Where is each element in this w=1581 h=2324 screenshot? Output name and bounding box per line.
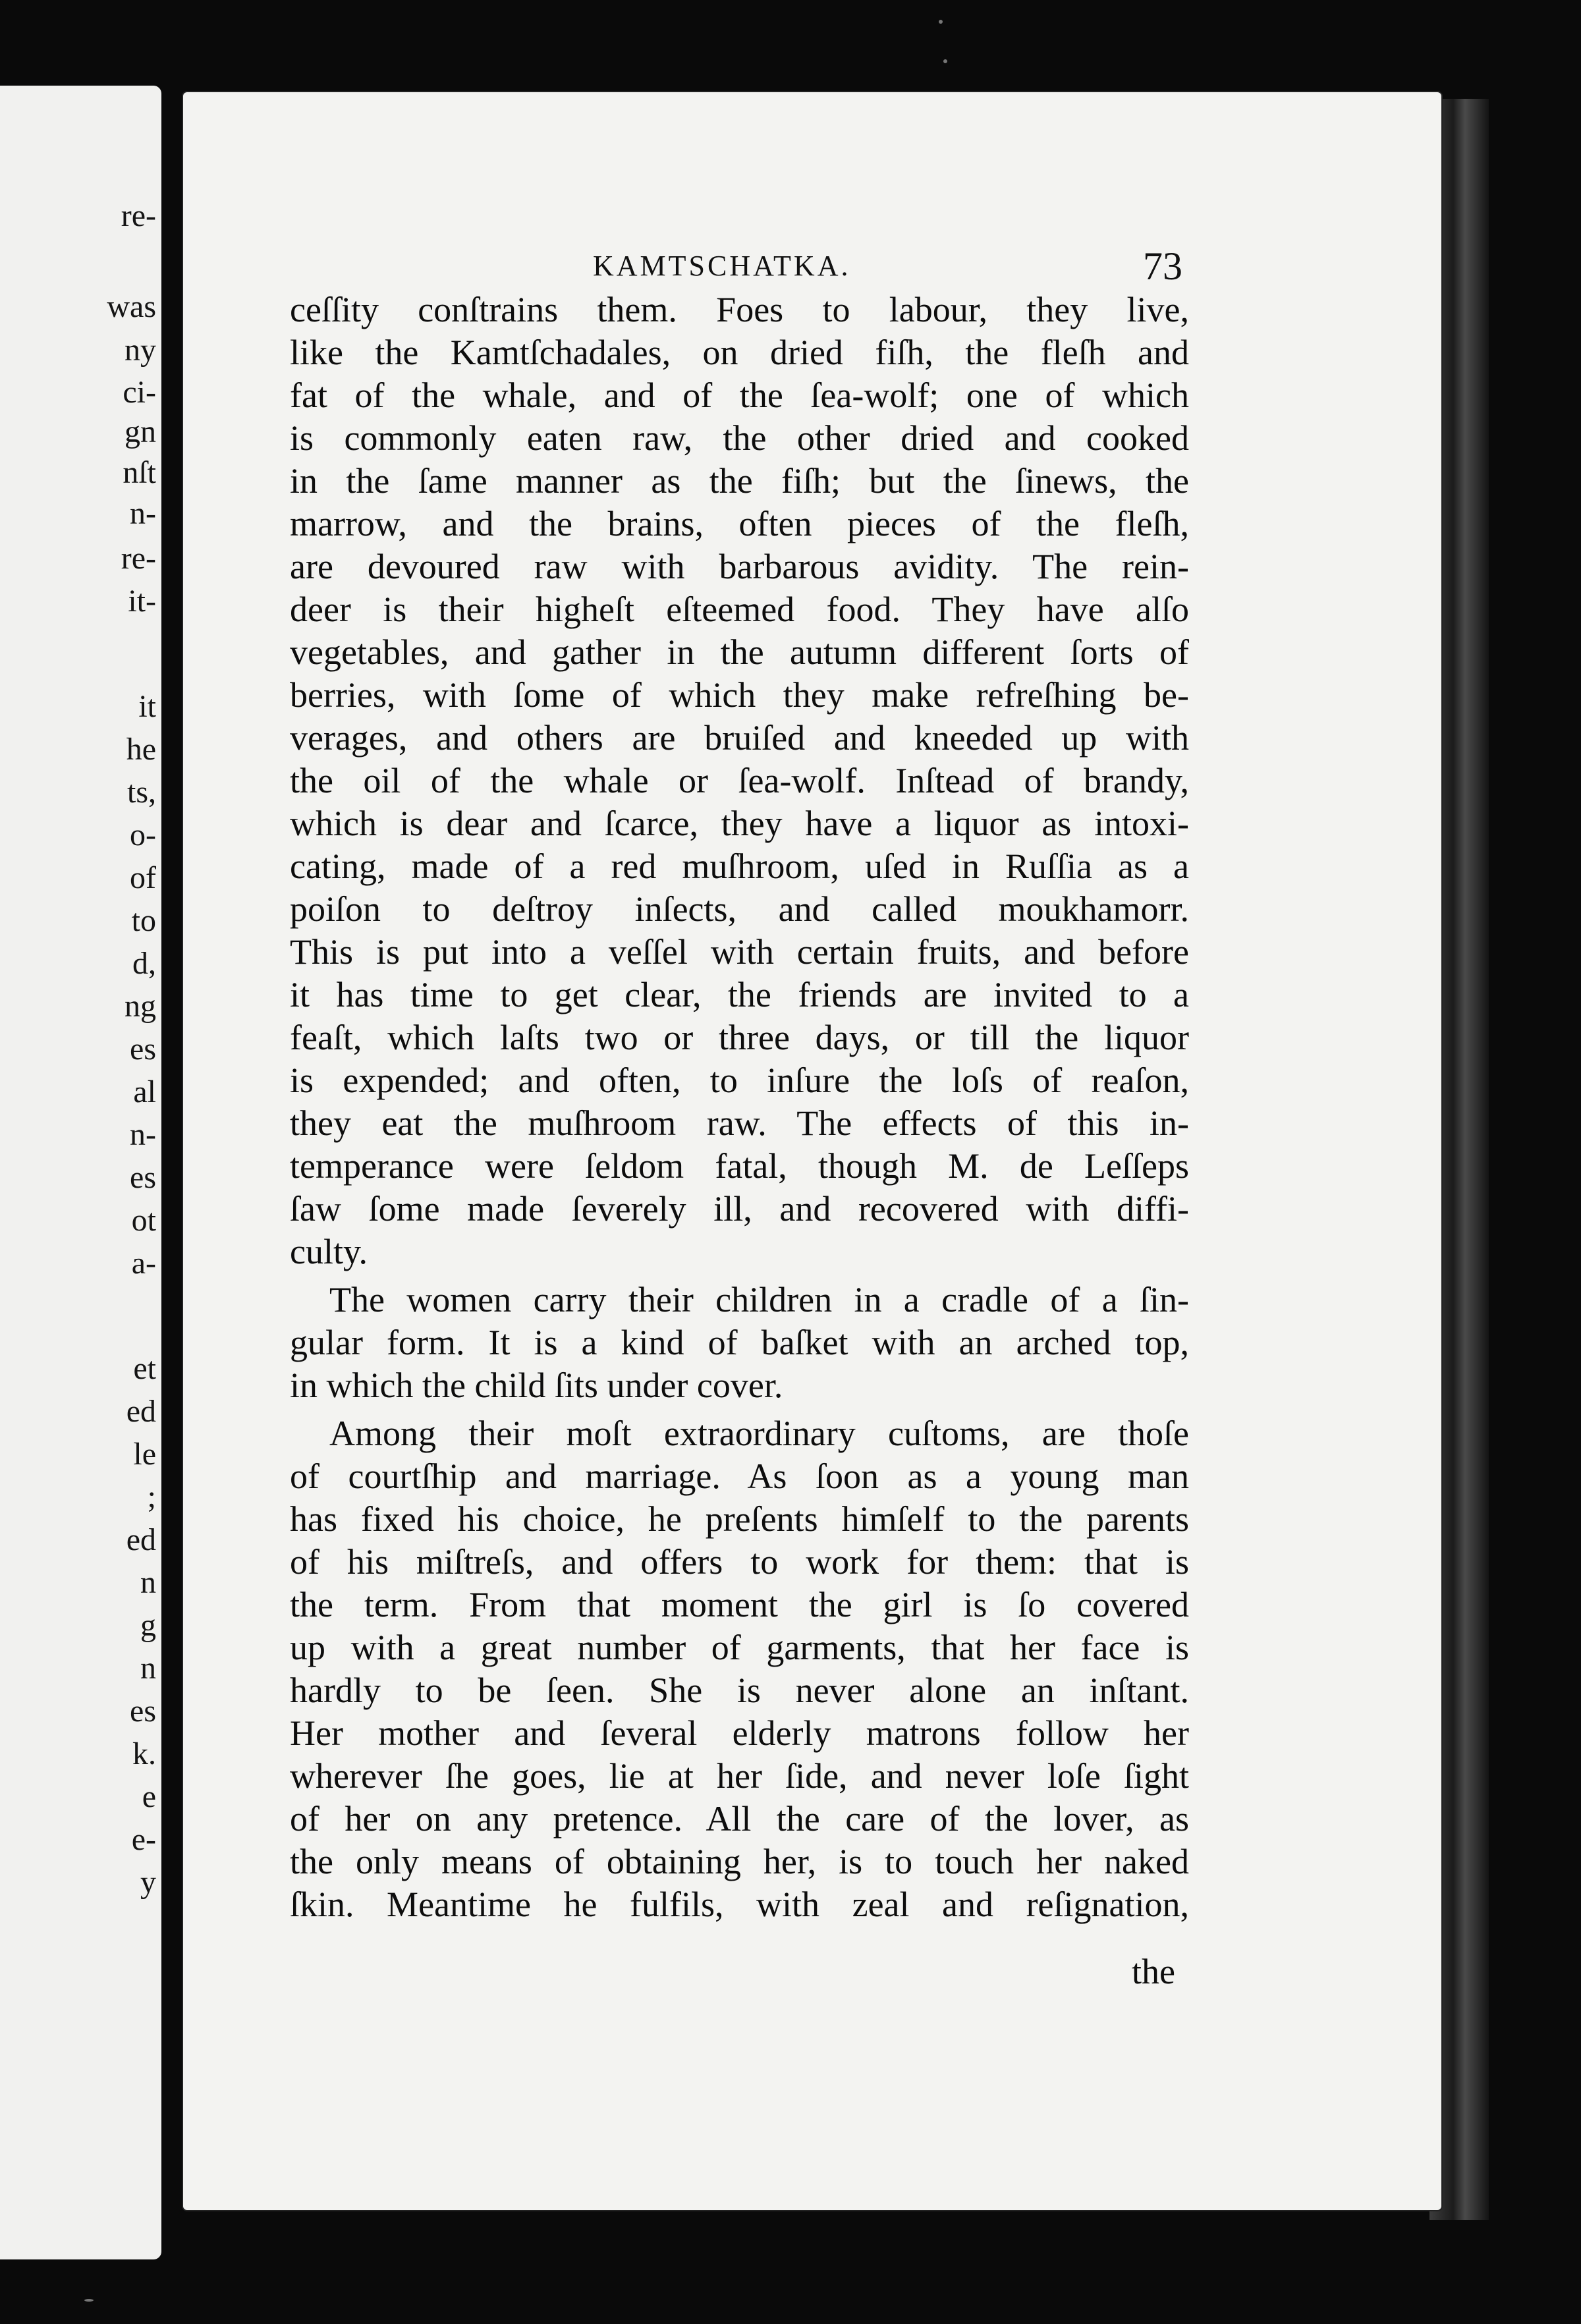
text-line: which is dear and ſcarce, they have a liquor as intoxi- [290, 804, 1189, 843]
text-line: feaſt, which laſts two or three days, or till the liquor [290, 1018, 1189, 1057]
text-line: in the ſame manner as the fiſh; but the ſinews, the [290, 461, 1189, 501]
previous-page-fragment: es [130, 1160, 156, 1195]
previous-page-fragment: es [130, 1694, 156, 1729]
text-line: up with a great number of garments, that her face is [290, 1628, 1189, 1667]
previous-page-fragment: was [107, 289, 156, 324]
text-line: the term. From that moment the girl is ſo covered [290, 1585, 1189, 1624]
scan-speck [939, 20, 943, 24]
scan-speck [943, 59, 947, 63]
text-line: fat of the whale, and of the ſea-wolf; one of which [290, 375, 1189, 415]
text-line: poiſon to deſtroy inſects, and called moukhamorr. [290, 889, 1189, 929]
text-line: it has time to get clear, the friends are invited to a [290, 975, 1189, 1014]
previous-page-fragment: re- [121, 198, 156, 233]
previous-page-fragment: ci- [123, 375, 156, 410]
previous-page-fragment: it- [128, 584, 156, 619]
previous-page-fragment: es [130, 1032, 156, 1066]
text-line: of courtſhip and marriage. As ſoon as a young man [290, 1456, 1189, 1496]
running-head: KAMTSCHATKA. [593, 250, 851, 282]
text-line: culty. [290, 1232, 368, 1271]
previous-page-fragment: nſt [123, 455, 156, 490]
text-line: cating, made of a red muſhroom, uſed in Ruſſia as a [290, 846, 1189, 886]
text-line: are devoured raw with barbarous avidity. The rein- [290, 547, 1189, 586]
previous-page-fragment: ; [147, 1480, 156, 1514]
text-line: verages, and others are bruiſed and kneeded up with [290, 718, 1189, 758]
previous-page-fragment: e- [131, 1822, 156, 1857]
text-line: marrow, and the brains, often pieces of the fleſh, [290, 504, 1189, 543]
text-line: is commonly eaten raw, the other dried and cooked [290, 418, 1189, 458]
previous-page-fragment: n- [130, 1117, 156, 1152]
text-line: berries, with ſome of which they make refreſhing be- [290, 675, 1189, 715]
previous-page-fragment: le [133, 1437, 156, 1472]
text-line: This is put into a veſſel with certain fruits, and before [290, 932, 1189, 972]
text-line: temperance were ſeldom fatal, though M. de Leſſeps [290, 1146, 1189, 1186]
previous-page-fragment: et [133, 1351, 156, 1386]
text-line: Her mother and ſeveral elderly matrons follow her [290, 1713, 1189, 1753]
previous-page-fragment: k. [132, 1736, 156, 1771]
text-line: they eat the muſhroom raw. The effects of this in- [290, 1103, 1189, 1143]
text-line: has fixed his choice, he preſents himſelf to the parents [290, 1499, 1189, 1539]
text-line: The women carry their children in a cradle of a ſin- [329, 1280, 1189, 1319]
text-line: vegetables, and gather in the autumn different ſorts of [290, 632, 1189, 672]
previous-page-fragment: ot [131, 1203, 156, 1238]
previous-page-fragment: a- [131, 1246, 156, 1281]
previous-page-fragment: al [133, 1074, 156, 1109]
previous-page-fragment: d, [132, 946, 156, 981]
text-line: is expended; and often, to inſure the loſs of reaſon, [290, 1061, 1189, 1100]
previous-page-fragment: ny [125, 333, 156, 368]
previous-page-fragment: n [140, 1651, 156, 1686]
text-line: the oil of the whale or ſea-wolf. Inſtead of brandy, [290, 761, 1189, 800]
text-line: ceſſity conſtrains them. Foes to labour, they live, [290, 290, 1189, 329]
previous-page-fragment: re- [121, 541, 156, 576]
text-line: ſkin. Meantime he fulfils, with zeal and reſignation, [290, 1885, 1189, 1924]
previous-page-edge [0, 86, 161, 2259]
previous-page-fragment: g [140, 1608, 156, 1643]
previous-page-fragment: e [142, 1779, 156, 1814]
previous-page-fragment: ng [125, 989, 156, 1024]
previous-page-fragment: he [126, 732, 156, 767]
previous-page-fragment: of [130, 860, 156, 895]
catchword: the [1132, 1952, 1175, 1991]
page-number: 73 [1143, 244, 1182, 288]
previous-page-fragment: ed [126, 1522, 156, 1557]
text-line: like the Kamtſchadales, on dried fiſh, the fleſh and [290, 333, 1189, 372]
previous-page-fragment: y [140, 1865, 156, 1900]
scan-speck [84, 2299, 94, 2302]
previous-page-fragment: it [138, 689, 156, 724]
text-line: in which the child ſits under cover. [290, 1366, 783, 1405]
previous-page-fragment: ed [126, 1394, 156, 1429]
text-line: of her on any pretence. All the care of the lover, as [290, 1799, 1189, 1839]
previous-page-fragment: ts, [126, 775, 156, 810]
previous-page-fragment: n- [130, 496, 156, 531]
text-line: deer is their higheſt eſteemed food. They have alſo [290, 590, 1189, 629]
text-line: wherever ſhe goes, lie at her ſide, and never loſe ſight [290, 1756, 1189, 1796]
text-line: hardly to be ſeen. She is never alone an inſtant. [290, 1671, 1189, 1710]
text-line: the only means of obtaining her, is to touch her naked [290, 1842, 1189, 1881]
text-line: gular form. It is a kind of baſket with an arched top, [290, 1323, 1189, 1362]
previous-page-fragment: gn [125, 414, 156, 449]
text-line: of his miſtreſs, and offers to work for them: that is [290, 1542, 1189, 1582]
previous-page-fragment: to [131, 903, 156, 938]
previous-page-fragment: n [140, 1565, 156, 1600]
text-line: ſaw ſome made ſeverely ill, and recovered with diffi- [290, 1189, 1189, 1229]
previous-page-fragment: o- [130, 817, 156, 852]
text-line: Among their moſt extraordinary cuſtoms, are thoſe [329, 1414, 1189, 1453]
